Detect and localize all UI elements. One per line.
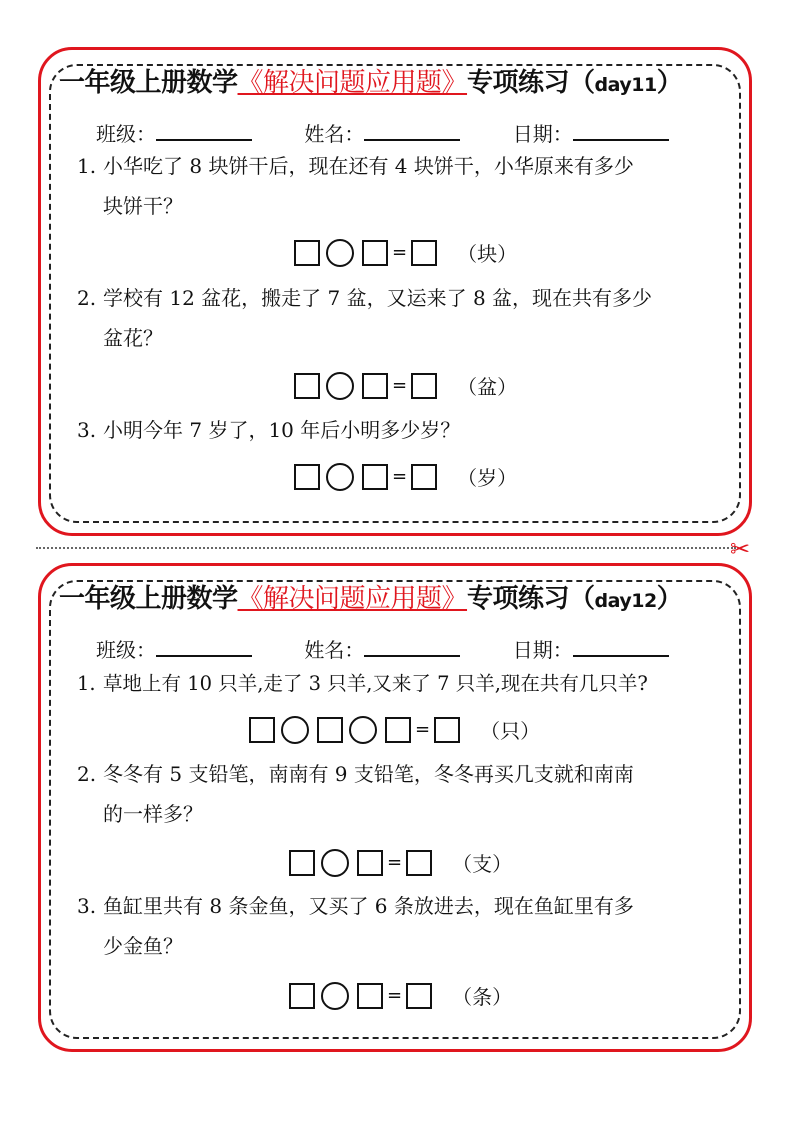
answer-box[interactable] [357,850,383,876]
name-field[interactable] [364,121,460,141]
answer-box[interactable] [357,983,383,1009]
answer-box[interactable] [362,464,388,490]
question-number: 1. [77,672,96,695]
unit-label: （块） [457,242,518,266]
student-info-row [96,118,669,147]
answer-equation [249,715,540,744]
cut-line [36,547,736,549]
unit-label: （只） [480,719,541,743]
equals-sign: = [387,852,403,873]
question-1 [77,146,717,226]
worksheet-card-day12 [38,563,752,1052]
scissors-icon: ✂ [730,535,751,563]
class-field[interactable] [156,637,252,657]
date-label: 日期： [512,638,573,662]
answer-box[interactable] [385,717,411,743]
question-text: 小明今年 7 岁了，10 年后小明多少岁？ [103,418,461,442]
title-topic: 《解决问题应用题》 [237,68,468,98]
answer-box[interactable] [249,717,275,743]
answer-equation [294,462,517,491]
unit-label: （盆） [457,375,518,399]
equals-sign: = [387,985,403,1006]
answer-equation [289,848,512,877]
name-label: 姓名： [304,638,365,662]
question-number: 2. [77,762,97,786]
answer-equation [294,371,517,400]
result-box[interactable] [434,717,460,743]
question-1 [77,664,717,704]
student-info-row [96,634,669,663]
answer-equation [294,238,517,267]
equals-sign: = [392,466,408,487]
question-text: 学校有 12 盆花，搬走了 7 盆，又运来了 8 盆，现在共有多少 [103,286,653,310]
question-text: 鱼缸里共有 8 条金鱼，又买了 6 条放进去，现在鱼缸里有多 [103,894,634,918]
question-text-cont: 少金鱼？ [103,934,183,958]
question-text-cont: 块饼干？ [103,194,183,218]
question-2 [77,278,717,358]
operator-circle[interactable] [326,239,354,267]
class-label: 班级： [96,122,156,146]
question-number: 2. [77,286,97,310]
date-field[interactable] [573,637,669,657]
operator-circle[interactable] [281,716,309,744]
operator-circle[interactable] [321,982,349,1010]
question-number: 3. [77,418,97,442]
class-label: 班级： [96,638,156,662]
answer-equation [289,981,512,1010]
question-text: 小华吃了 8 块饼干后，现在还有 4 块饼干，小华原来有多少 [103,154,634,178]
title-suffix: 专项练习（ [467,68,595,98]
title-day: day12 [594,590,657,612]
question-text-cont: 盆花？ [103,326,163,350]
operator-circle[interactable] [349,716,377,744]
card-title [59,62,682,99]
title-topic: 《解决问题应用题》 [237,584,468,614]
question-number: 1. [77,154,97,178]
equals-sign: = [392,375,408,396]
answer-box[interactable] [294,464,320,490]
date-field[interactable] [573,121,669,141]
equals-sign: = [392,242,408,263]
answer-box[interactable] [362,373,388,399]
card-title [59,578,682,615]
question-number: 3. [77,894,97,918]
title-prefix: 一年级上册数学 [59,68,238,98]
answer-box[interactable] [289,850,315,876]
date-label: 日期： [512,122,573,146]
class-field[interactable] [156,121,252,141]
title-prefix: 一年级上册数学 [59,584,238,614]
result-box[interactable] [411,240,437,266]
question-2 [77,754,717,834]
equals-sign: = [415,719,431,740]
title-suffix: 专项练习（ [467,584,595,614]
answer-box[interactable] [294,240,320,266]
question-text: 冬冬有 5 支铅笔，南南有 9 支铅笔，冬冬再买几支就和南南 [103,762,634,786]
worksheet-card-day11 [38,47,752,536]
result-box[interactable] [406,983,432,1009]
unit-label: （岁） [457,466,518,490]
operator-circle[interactable] [326,463,354,491]
question-text-cont: 的一样多？ [103,802,203,826]
operator-circle[interactable] [321,849,349,877]
name-label: 姓名： [304,122,365,146]
title-close: ） [656,68,683,98]
operator-circle[interactable] [326,372,354,400]
result-box[interactable] [411,373,437,399]
title-close: ） [656,584,683,614]
question-3 [77,886,717,966]
answer-box[interactable] [294,373,320,399]
unit-label: （条） [452,985,513,1009]
answer-box[interactable] [362,240,388,266]
question-text: 草地上有 10 只羊,走了 3 只羊,又来了 7 只羊,现在共有几只羊? [103,672,648,695]
question-3 [77,410,717,450]
result-box[interactable] [406,850,432,876]
name-field[interactable] [364,637,460,657]
result-box[interactable] [411,464,437,490]
answer-box[interactable] [317,717,343,743]
title-day: day11 [594,74,657,96]
unit-label: （支） [452,852,513,876]
answer-box[interactable] [289,983,315,1009]
